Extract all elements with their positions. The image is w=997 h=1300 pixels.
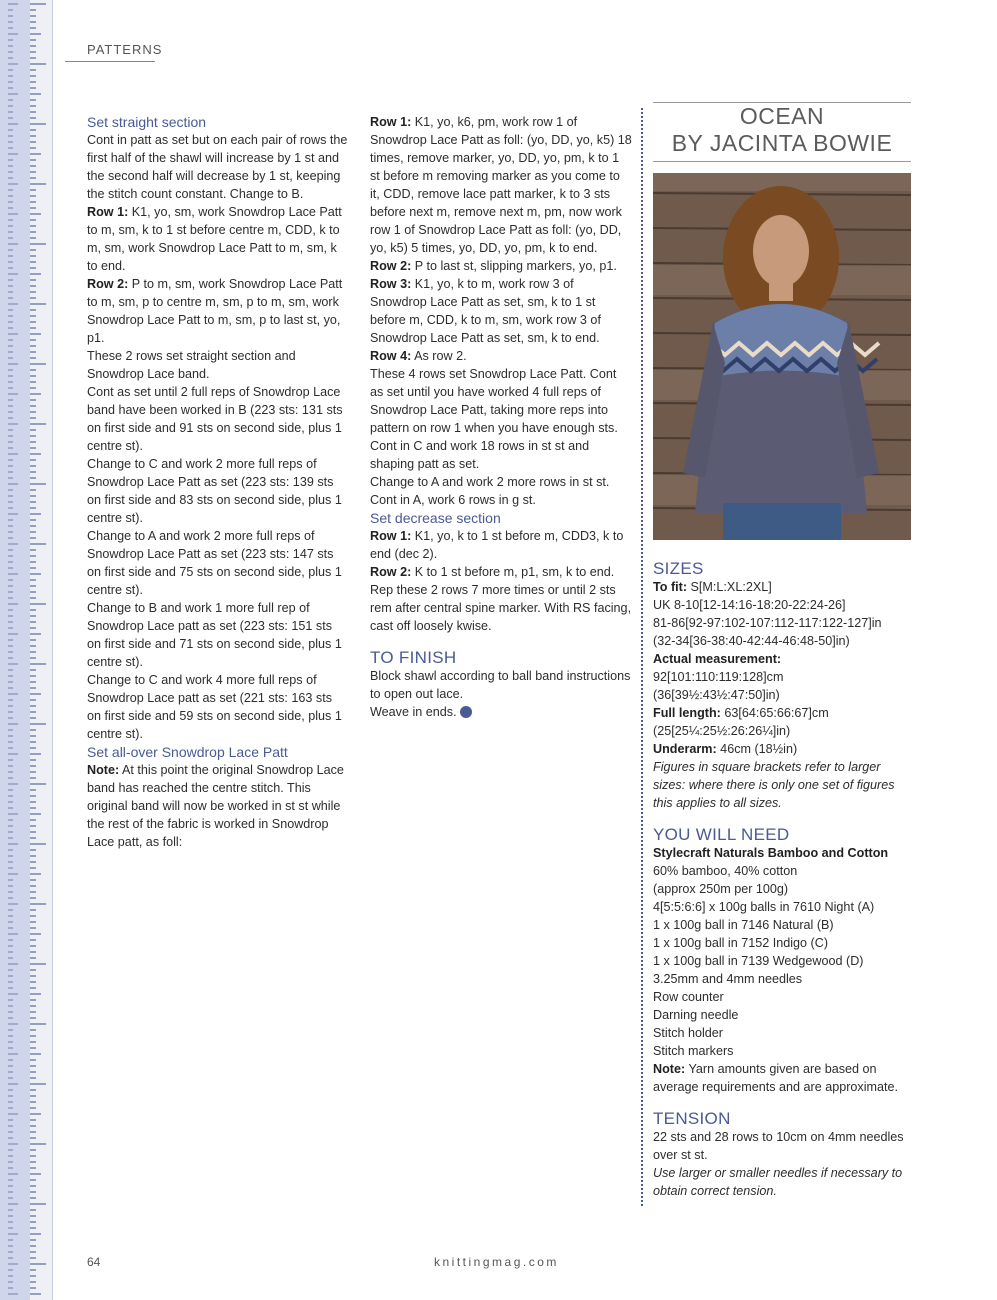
paragraph-text: Stitch holder (653, 1026, 724, 1040)
paragraph-label: Row 4: (370, 349, 412, 363)
body-paragraph (370, 275, 632, 347)
paragraph-text: 81-86[92-97:102-107:112-117:122-127]in (653, 616, 882, 630)
paragraph-text: Stylecraft Naturals Bamboo and Cotton (653, 846, 889, 860)
major-heading: SIZES (653, 559, 704, 578)
body-paragraph (370, 437, 632, 473)
paragraph-text: Stitch markers (653, 1044, 734, 1058)
paragraph-label: Row 1: (370, 529, 412, 543)
paragraph-text: 60% bamboo, 40% cotton (653, 864, 798, 878)
body-paragraph (653, 916, 913, 934)
paragraph-text: Use larger or smaller needles if necessary to obtain correct tension. (653, 1166, 903, 1198)
paragraph-label: Actual measurement: (653, 652, 782, 666)
paragraph-label: Row 2: (87, 277, 129, 291)
yarn-ball-icon (460, 706, 472, 718)
paragraph-text: Change to C and work 2 more full reps of Snowdrop Lace Patt as set (223 sts: 139 sts on first side and 83 sts on second side, plus 1 centre st). (87, 457, 342, 525)
paragraph-text: Change to A and work 2 more rows in st st. Cont in A, work 6 rows in g st. (370, 475, 610, 507)
body-paragraph (370, 347, 632, 365)
paragraph-text: 92[101:110:119:128]cm (36[39½:43½:47:50]in) (653, 670, 784, 702)
paragraph-text: Figures in square brackets refer to larger sizes: where there is only one set of figures this applies to all sizes. (653, 760, 895, 810)
paragraph-text: 1 x 100g ball in 7139 Wedgewood (D) (653, 954, 864, 968)
body-paragraph (370, 365, 632, 437)
body-paragraph (653, 596, 913, 614)
body-paragraph (87, 203, 349, 275)
body-paragraph (87, 455, 349, 527)
paragraph-label: Row 2: (370, 259, 412, 273)
paragraph-text: 22 sts and 28 rows to 10cm on 4mm needles over st st. (653, 1130, 904, 1162)
body-paragraph (87, 671, 349, 743)
body-paragraph (653, 632, 913, 650)
body-paragraph (653, 1128, 913, 1164)
section-heading: Set all-over Snowdrop Lace Patt (87, 744, 288, 760)
paragraph-label: Note: (653, 1062, 686, 1076)
pattern-name: OCEAN (739, 103, 825, 129)
paragraph-label: Underarm: (653, 742, 717, 756)
paragraph-text: P to last st, slipping markers, yo, p1. (411, 259, 617, 273)
body-paragraph (370, 563, 632, 635)
body-paragraph (653, 880, 913, 898)
body-paragraph (653, 1024, 913, 1042)
body-paragraph (653, 1042, 913, 1060)
body-paragraph (653, 844, 913, 862)
paragraph-text: 4[5:5:6:6] x 100g balls in 7610 Night (A) (653, 900, 875, 914)
paragraph-text: Row counter (653, 990, 724, 1004)
paragraph-text: S[M:L:XL:2XL] (687, 580, 772, 594)
paragraph-text: These 4 rows set Snowdrop Lace Patt. Cont as set until you have worked 4 full reps of Snowdrop Lace Patt, taking more reps into pattern on row 1 when you have enough sts. (370, 367, 618, 435)
paragraph-text: Yarn amounts given are based on average requirements and are approximate. (653, 1062, 899, 1094)
body-paragraph (370, 113, 632, 257)
pattern-title (653, 102, 911, 162)
paragraph-text: 63[64:65:66:67]cm (25[25¼:25½:26:26¼]in) (653, 706, 829, 738)
paragraph-text: K1, yo, k6, pm, work row 1 of Snowdrop Lace Patt as foll: (yo, DD, yo, k5) 18 times, remove marker, yo, DD, yo, pm, k to 1 st before m removing marker as you come to it, CDD, remove lace patt marker, k to 3 sts before next m, remove next m, pm, now work row 1 of Snowdrop Lace Patt as foll: (yo, DD, yo, k5) 5 times, yo, DD, yo, pm, k to end. (370, 115, 632, 255)
body-paragraph (653, 650, 913, 704)
paragraph-text: Block shawl according to ball band instructions to open out lace. (370, 669, 631, 701)
paragraph-text: (32-34[36-38:40-42:44-46:48-50]in) (653, 634, 850, 648)
body-paragraph (87, 761, 349, 851)
paragraph-text: UK 8-10[12-14:16-18:20-22:24-26] (653, 598, 846, 612)
pattern-designer: BY JACINTA BOWIE (671, 130, 893, 156)
body-paragraph (87, 131, 349, 203)
column-1 (87, 113, 349, 851)
body-paragraph (87, 527, 349, 599)
paragraph-text: K1, yo, k to 1 st before m, CDD3, k to end (dec 2). (370, 529, 624, 561)
paragraph-text: P to m, sm, work Snowdrop Lace Patt to m, sm, p to centre m, sm, p to m, sm, work Snowdrop Lace Patt to m, sm, p to last st, yo, p1. (87, 277, 343, 345)
major-heading: TO FINISH (370, 648, 457, 667)
paragraph-label: Row 1: (87, 205, 129, 219)
paragraph-text: 1 x 100g ball in 7146 Natural (B) (653, 918, 834, 932)
column-3 (653, 560, 913, 1200)
paragraph-text: Change to B and work 1 more full rep of Snowdrop Lace patt as set (223 sts: 151 sts on first side and 71 sts on second side, plus 1 centre st). (87, 601, 342, 669)
body-paragraph (370, 703, 632, 721)
body-paragraph (87, 347, 349, 383)
paragraph-text: 46cm (18½in) (716, 742, 798, 756)
body-paragraph (653, 758, 913, 812)
paragraph-text: K to 1 st before m, p1, sm, k to end. Rep these 2 rows 7 more times or until 2 sts rem after central spine marker. With RS facing, cast off loosely kwise. (370, 565, 632, 633)
section-heading: Set decrease section (370, 510, 501, 526)
ruler-ticks (0, 0, 52, 1300)
body-paragraph (653, 970, 913, 988)
body-paragraph (370, 473, 632, 509)
paragraph-label: Row 1: (370, 115, 412, 129)
paragraph-label: To fit: (653, 580, 688, 594)
paragraph-text: K1, yo, k to m, work row 3 of Snowdrop Lace Patt as set, sm, k to 1 st before m, CDD, k to m, sm, work row 3 of Snowdrop Lace Patt as set, sm, k to end. (370, 277, 601, 345)
body-paragraph (653, 1006, 913, 1024)
body-paragraph (653, 952, 913, 970)
body-paragraph (653, 1164, 913, 1200)
body-paragraph (87, 599, 349, 671)
measuring-tape-ruler (0, 0, 53, 1300)
major-heading: TENSION (653, 1109, 731, 1128)
paragraph-text: Cont in patt as set but on each pair of rows the first half of the shawl will increase by 1 st and the second half will decrease by 1 st, keeping the stitch count constant. Change to B. (87, 133, 348, 201)
section-underline (65, 61, 155, 62)
body-paragraph (653, 578, 913, 596)
section-heading: Set straight section (87, 114, 207, 130)
body-paragraph (653, 988, 913, 1006)
paragraph-text: (approx 250m per 100g) (653, 882, 789, 896)
page-number: 64 (87, 1255, 101, 1269)
body-paragraph (370, 667, 632, 703)
paragraph-label: Row 3: (370, 277, 412, 291)
paragraph-label: Full length: (653, 706, 721, 720)
body-paragraph (87, 383, 349, 455)
paragraph-text: Change to A and work 2 more full reps of Snowdrop Lace Patt as set (223 sts: 147 sts on first side and 75 sts on second side, plus 1 centre st). (87, 529, 342, 597)
column-2 (370, 113, 632, 721)
body-paragraph (653, 1060, 913, 1096)
column-divider (641, 108, 643, 1206)
body-paragraph (653, 740, 913, 758)
paragraph-text: K1, yo, sm, work Snowdrop Lace Patt to m, sm, k to 1 st before centre m, CDD, k to m, sm, work Snowdrop Lace Patt to m, sm, k to end. (87, 205, 342, 273)
body-paragraph (370, 527, 632, 563)
body-paragraph (653, 614, 913, 632)
paragraph-text: As row 2. (411, 349, 467, 363)
body-paragraph (370, 257, 632, 275)
body-paragraph (653, 862, 913, 880)
paragraph-label: Note: (87, 763, 120, 777)
paragraph-text: 1 x 100g ball in 7152 Indigo (C) (653, 936, 829, 950)
body-paragraph (87, 275, 349, 347)
paragraph-text: Cont as set until 2 full reps of Snowdrop Lace band have been worked in B (223 sts: 131 sts on first side and 91 sts on second side, plus 1 centre st). (87, 385, 343, 453)
site-url: knittingmag.com (434, 1255, 559, 1269)
body-paragraph (653, 934, 913, 952)
major-heading: YOU WILL NEED (653, 825, 790, 844)
paragraph-label: Row 2: (370, 565, 412, 579)
body-paragraph (653, 704, 913, 740)
paragraph-text: Cont in C and work 18 rows in st st and shaping patt as set. (370, 439, 590, 471)
model-photo (653, 173, 911, 540)
paragraph-text: Change to C and work 4 more full reps of Snowdrop Lace patt as set (221 sts: 163 sts on first side and 59 sts on second side, plus 1 centre st). (87, 673, 342, 741)
paragraph-text: Weave in ends. (370, 705, 457, 719)
section-label: PATTERNS (87, 42, 163, 57)
paragraph-text: Darning needle (653, 1008, 739, 1022)
paragraph-text: These 2 rows set straight section and Snowdrop Lace band. (87, 349, 296, 381)
paragraph-text: At this point the original Snowdrop Lace band has reached the centre stitch. This original band will now be worked in st st while the rest of the fabric is worked in Snowdrop Lace patt, as foll: (87, 763, 344, 849)
paragraph-text: 3.25mm and 4mm needles (653, 972, 803, 986)
body-paragraph (653, 898, 913, 916)
